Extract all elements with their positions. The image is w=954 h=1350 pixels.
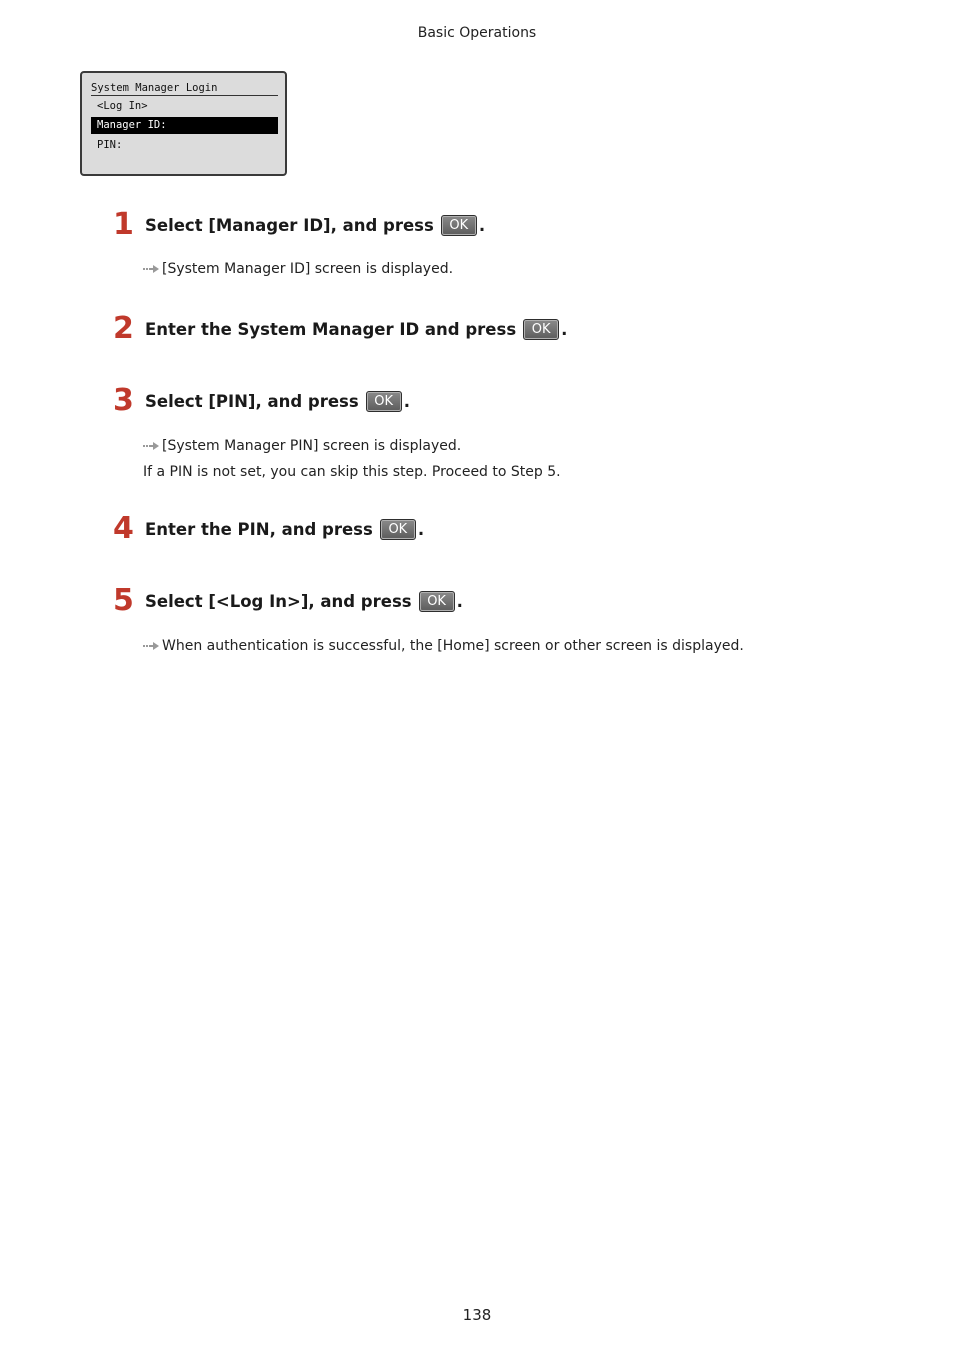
step-instruction: Enter the System Manager ID and press OK .: [145, 319, 568, 339]
result-arrow-icon: [143, 641, 160, 651]
step-instruction-text: Enter the PIN, and press: [145, 519, 373, 539]
lcd-row-manager-id: Manager ID:: [91, 117, 278, 134]
page-number: 138: [462, 1306, 492, 1324]
step-instruction: Select [PIN], and press OK .: [145, 391, 410, 411]
step-number: 4: [113, 511, 134, 546]
step-number: 3: [113, 383, 134, 418]
step-instruction-text: Select [Manager ID], and press: [145, 215, 434, 235]
lcd-row-log-in: <Log In>: [97, 100, 148, 112]
step-5: [113, 584, 463, 618]
result-text: [System Manager ID] screen is displayed.: [162, 261, 454, 277]
step-3: [113, 384, 410, 418]
page-header: Basic Operations: [417, 25, 537, 41]
step-3-result: [143, 438, 461, 454]
step-number: 2: [113, 311, 134, 346]
lcd-screen-illustration: [80, 71, 287, 176]
step-instruction-text: Enter the System Manager ID and press: [145, 319, 517, 339]
lcd-row-pin: PIN:: [97, 139, 123, 151]
step-instruction: Enter the PIN, and press OK .: [145, 519, 425, 539]
result-arrow-icon: [143, 264, 160, 274]
step-instruction: Select [Manager ID], and press OK .: [145, 215, 486, 235]
result-text: [System Manager PIN] screen is displayed.: [162, 438, 462, 454]
step-number: 1: [113, 207, 134, 242]
step-instruction-text: Select [PIN], and press: [145, 391, 359, 411]
step-2: [113, 312, 567, 346]
step-1-result: [143, 261, 453, 277]
ok-key-icon: OK: [441, 215, 477, 236]
result-text: When authentication is successful, the [Home] screen or other screen is displayed.: [162, 638, 744, 654]
step-1: [113, 208, 485, 242]
ok-key-icon: OK: [380, 519, 416, 540]
ok-key-icon: OK: [366, 391, 402, 412]
lcd-title: System Manager Login: [91, 81, 278, 96]
result-arrow-icon: [143, 441, 160, 451]
ok-key-icon: OK: [523, 319, 559, 340]
step-3-note: If a PIN is not set, you can skip this step. Proceed to Step 5.: [143, 464, 561, 480]
step-instruction-text: Select [<Log In>], and press: [145, 591, 412, 611]
step-5-result: [143, 638, 744, 654]
step-number: 5: [113, 583, 134, 618]
ok-key-icon: OK: [419, 591, 455, 612]
step-4: [113, 512, 424, 546]
step-instruction: Select [<Log In>], and press OK .: [145, 591, 463, 611]
